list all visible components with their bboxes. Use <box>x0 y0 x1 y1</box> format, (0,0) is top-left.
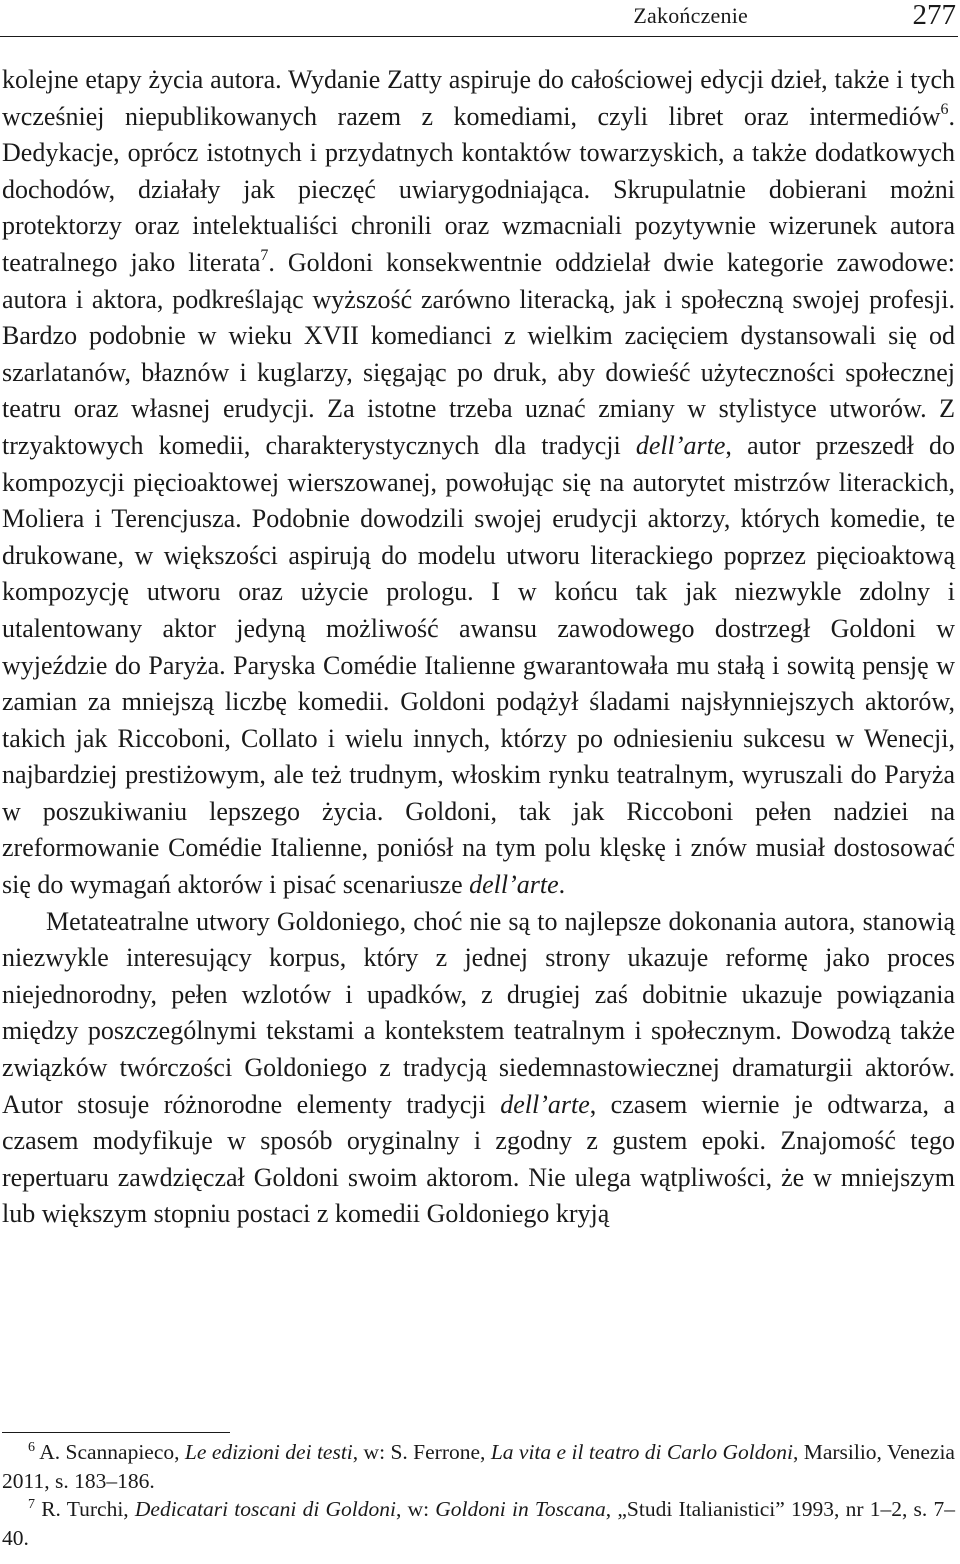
footnote-text: A. Scannapieco, <box>35 1440 185 1464</box>
italic-term: dell’arte <box>469 870 559 900</box>
footnote-mark: 7 <box>28 1497 35 1512</box>
paragraph-2-segment-2: , czasem wiernie je odtwarza, a czasem modyfikuje w sposób oryginalny i zgodny z gustem epoki. Znajomość tego repertuaru zawdzięczał Goldoni swoim aktorom. Nie ulega wątpliwości, że w mniejszym lub większym stopniu postaci z komedii Goldoniego kryją <box>2 1089 955 1229</box>
footnote-text: R. Turchi, <box>35 1497 135 1521</box>
footnote-ref-6[interactable]: 6 <box>940 100 949 118</box>
footnote-text: , w: <box>395 1497 436 1521</box>
running-title: Zakończenie <box>633 3 748 28</box>
paragraph-2 <box>2 904 955 1233</box>
footnote-text: , w: S. Ferrone, <box>352 1440 491 1464</box>
italic-term: dell’arte <box>635 430 726 460</box>
paragraph-1-segment-3: . Goldoni konsekwentnie oddzielał dwie kategorie zawodowe: autora i aktora, podkreślając wyższość zarówno literacką, jak i społeczną swojej profesji. Bardzo podobnie w wieku XVII komedianci z wielkim zacięciem dystansowali się od szarlatanów, błaznów i kuglarzy, sięgając po druk, aby dowieść użyteczności społecznej teatru oraz własnej erudycji. Za istotne trzeba uznać zmiany w stylistyce utworów. Z trzyaktowych komedii, charakterystycznych dla tradycji <box>2 247 955 460</box>
italic-term: dell’arte <box>500 1089 590 1119</box>
footnote-6 <box>2 1438 955 1495</box>
footnote-title: Goldoni in Toscana <box>435 1497 606 1521</box>
running-header <box>0 0 960 40</box>
paragraph-1 <box>2 62 955 904</box>
page-number: 277 <box>912 0 956 31</box>
footnotes <box>2 1438 955 1552</box>
footnote-text: , „Studi Italianistici” 1993, nr 1–2, s. 7–40. <box>2 1497 955 1550</box>
footnote-7 <box>2 1495 955 1552</box>
footnote-text: , Marsilio, Venezia 2011, s. 183–186. <box>2 1440 955 1493</box>
paragraph-1-segment-2: . Dedykacje, oprócz istotnych i przydatnych kontaktów towarzyskich, a także dodatkowych dochodów, działały jak pieczęć uwiarygodniająca. Skrupulatnie dobierani możni protektorzy oraz intelektualiści chronili oraz wzmacniali pozytywnie wizerunek autora teatralnego jako literata <box>2 101 955 277</box>
footnote-title: La vita e il teatro di Carlo Goldoni <box>490 1440 793 1464</box>
header-rule <box>0 36 958 37</box>
footnote-title: Le edizioni dei testi <box>184 1440 353 1464</box>
paragraph-2-segment-1: Metateatralne utwory Goldoniego, choć nie są to najlepsze dokonania autora, stanowią niezwykle interesujący korpus, który z jednej strony ukazuje reformę jako proces niejednorodny, pełen wzlotów i upadków, z drugiej zaś dobitnie ukazuje powiązania między poszczególnymi tekstami a kontekstem teatralnym i społecznym. Dowodzą także związków twórczości Goldoniego z tradycją siedemnastowiecznej dramaturgii aktorów. Autor stosuje różnorodne elementy tradycji <box>2 906 955 1119</box>
footnote-separator <box>2 1432 230 1433</box>
paragraph-1-segment-1: kolejne etapy życia autora. Wydanie Zatty aspiruje do całościowej edycji dzieł, także i tych wcześniej niepublikowanych razem z komediami, czyli libret oraz intermediów <box>2 65 955 131</box>
paragraph-1-segment-5: . <box>558 870 566 900</box>
body-text <box>2 62 955 1233</box>
footnote-ref-7[interactable]: 7 <box>260 246 269 264</box>
footnote-mark: 6 <box>28 1440 35 1455</box>
paragraph-1-segment-4: , autor przeszedł do kompozycji pięcioaktowej wierszowanej, powołując się na autorytet mistrzów literackich, Moliera i Terencjusza. Podobnie dowodzili swojej erudycji aktorzy, których komedie, te drukowane, w większości aspirują do modelu utworu literackiego poprzez pięcioaktową kompozycję utworu oraz użycie prologu. I w końcu tak jak niezwykle zdolny i utalentowany aktor jedyną możliwość awansu zawodowego dostrzegł Goldoni w wyjeździe do Paryża. Paryska Comédie Italienne gwarantowała mu stałą i sowitą pensję w zamian za mniejszą liczbę komedii. Goldoni podążył śladami najsłynniejszych aktorów, takich jak Riccoboni, Collato i wielu innych, którzy po odniesieniu sukcesu w Wenecji, najbardziej prestiżowym, ale też trudnym, włoskim rynku teatralnym, wyruszali do Paryża w poszukiwaniu lepszego życia. Goldoni, tak jak Riccoboni pełen nadziei na zreformowanie Comédie Italienne, poniósł na tym polu klęskę i znów musiał dostosować się do wymagań aktorów i pisać scenariusze <box>2 430 955 900</box>
footnote-title: Dedicatari toscani di Goldoni <box>134 1497 396 1521</box>
